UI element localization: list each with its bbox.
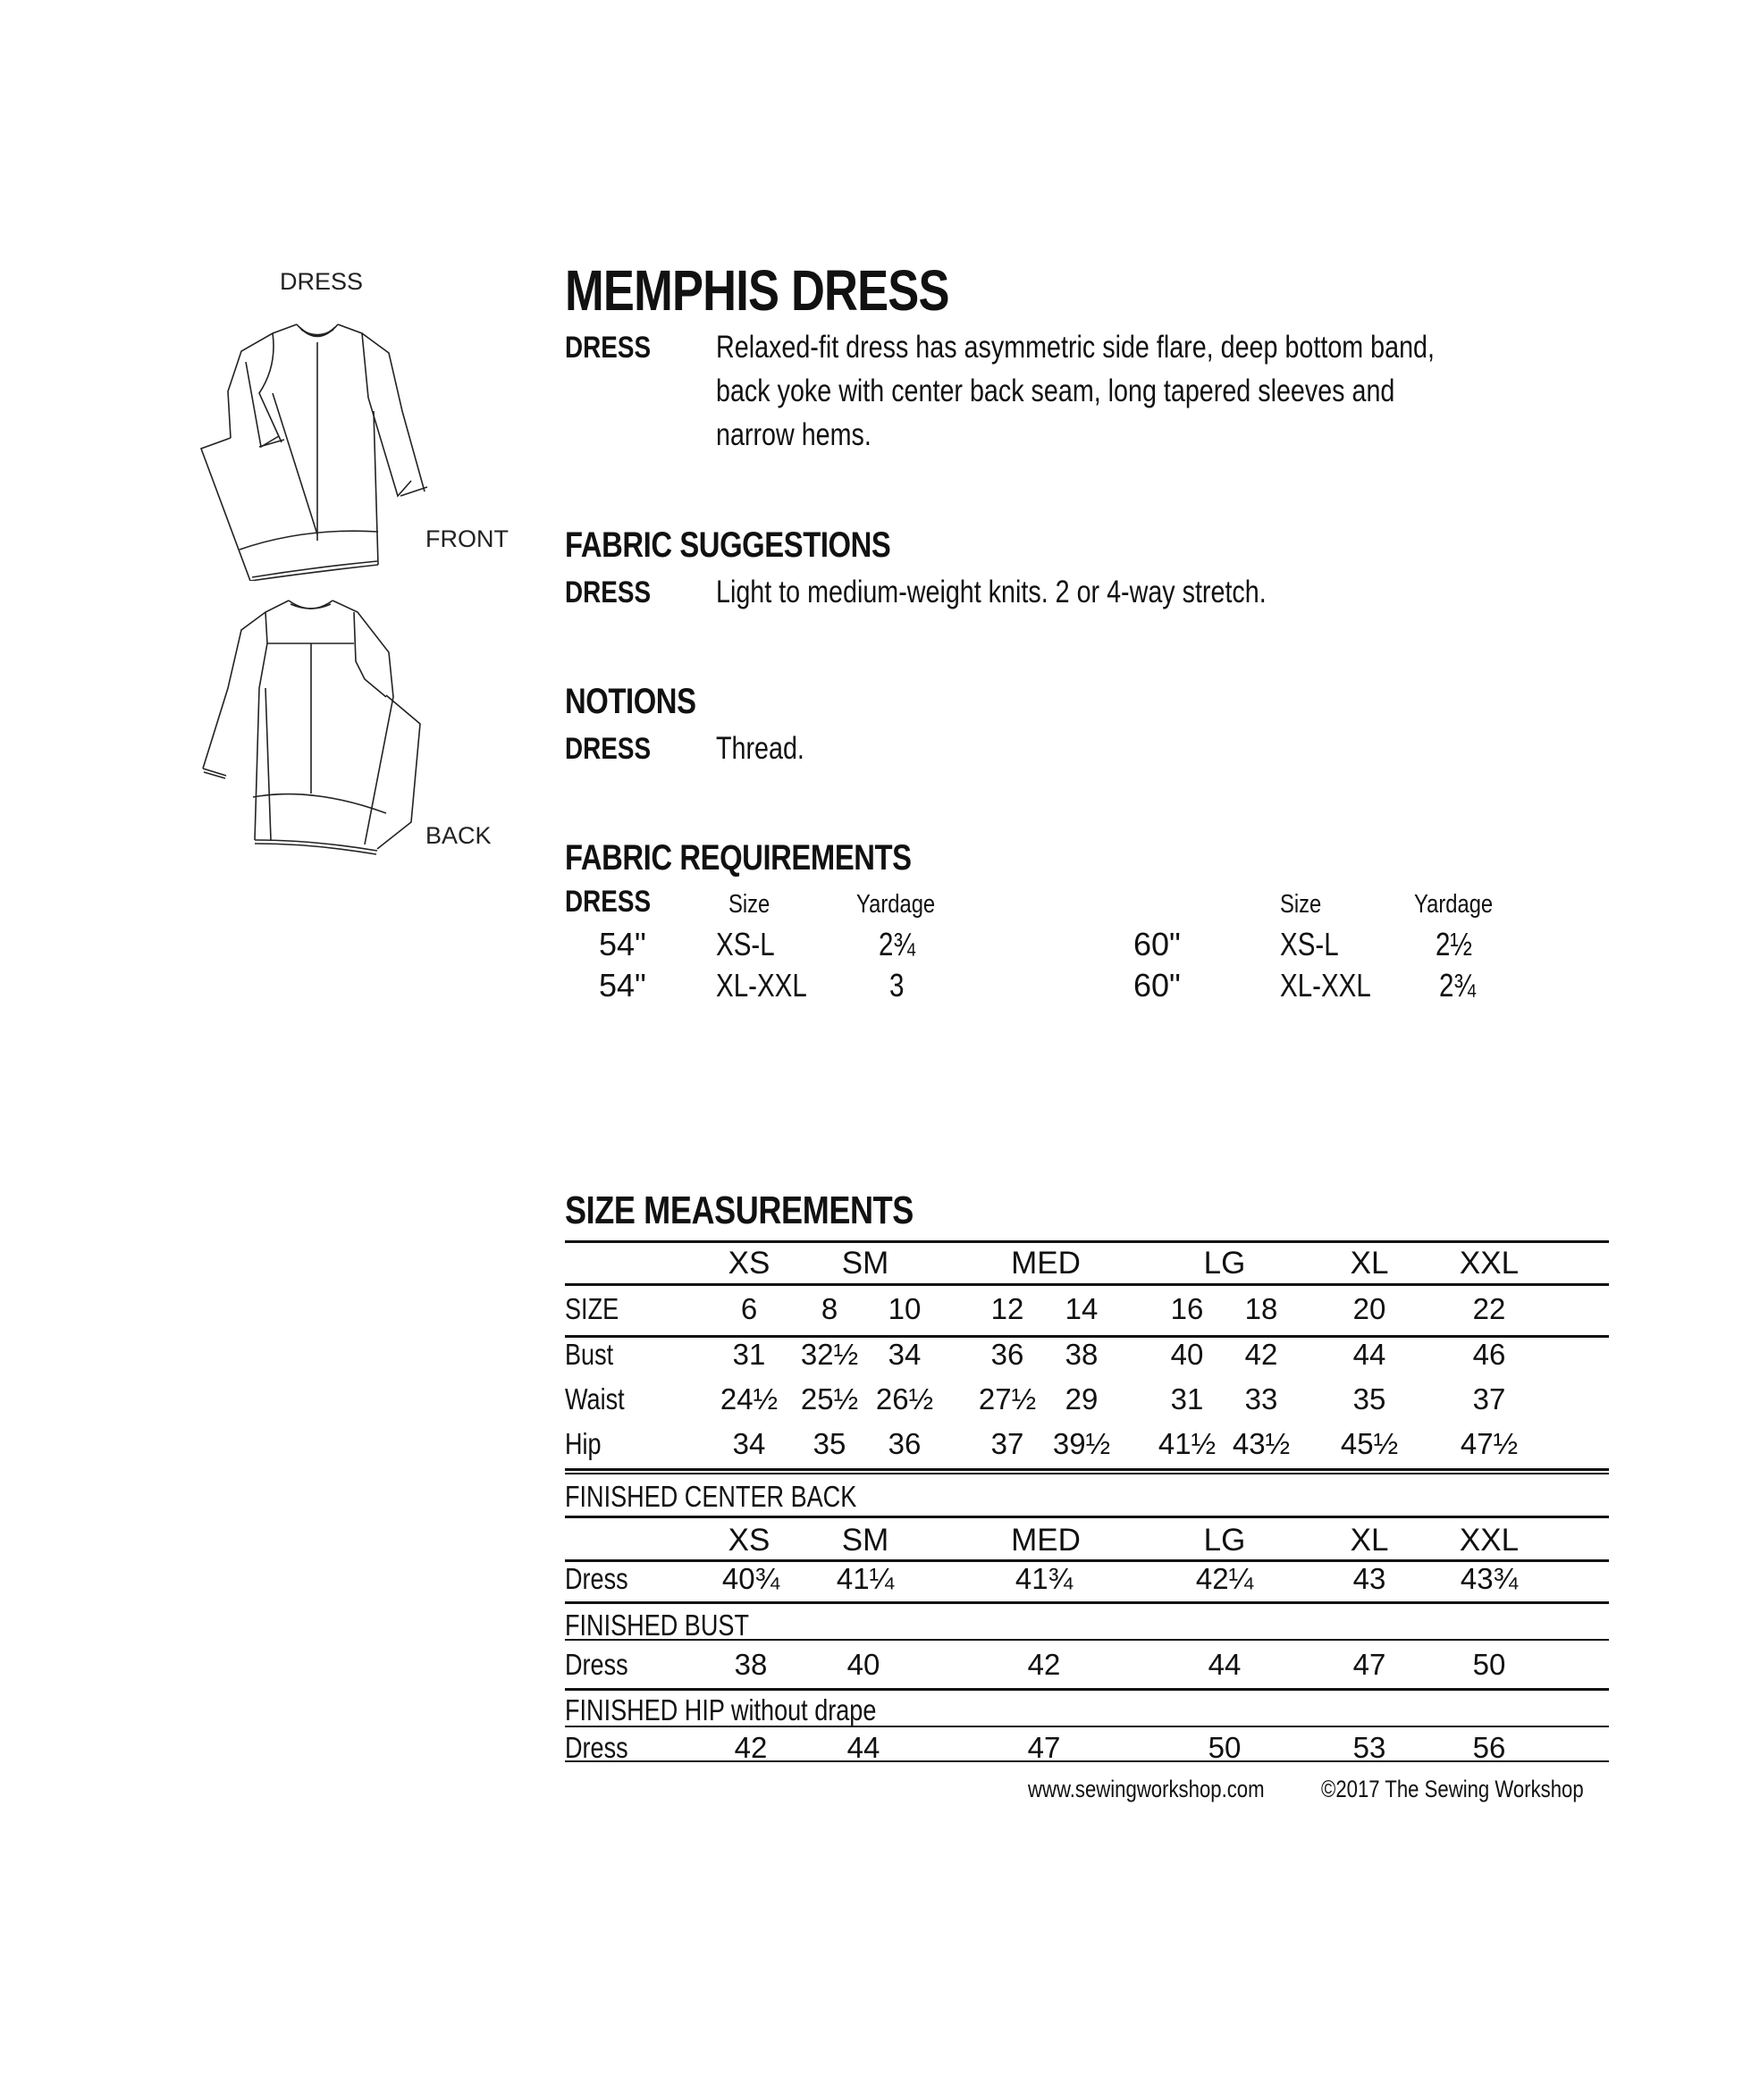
table-cell: 34 [888,1338,922,1371]
table-cell: 29 [1065,1382,1099,1415]
table-cell: 8 [821,1292,838,1325]
fabric-size: XL-XXL [1280,967,1371,1004]
fabric-width: 54" [599,926,646,962]
row-label: Waist [565,1382,625,1415]
table-cell: 18 [1244,1292,1278,1325]
table-cell: 32½ [800,1338,859,1371]
description-tag: DRESS [565,331,652,365]
row-label: Dress [565,1648,628,1681]
table-cell: 42 [1244,1338,1278,1371]
size-group-xl: XL [1350,1246,1389,1281]
dress-back-drawing-icon [179,590,447,858]
table-cell: 27½ [978,1382,1037,1415]
table-cell: 39½ [1052,1427,1111,1460]
table-cell: 41¾ [1015,1562,1074,1595]
table-cell: 38 [734,1648,768,1681]
table-cell: 31 [1170,1382,1204,1415]
footer-copyright: ©2017 The Sewing Workshop [1321,1776,1584,1802]
description-line: narrow hems. [716,417,872,452]
table-cell: 47 [1027,1731,1061,1764]
table-cell: 42 [1027,1648,1061,1681]
size-group-sm: SM [841,1523,889,1558]
table-cell: 45½ [1340,1427,1399,1460]
size-group-med: MED [1011,1523,1081,1558]
size-group-lg: LG [1203,1523,1246,1558]
finished-hip-heading: FINISHED HIP without drape [565,1693,877,1726]
back-label: BACK [425,822,492,849]
table-cell: 35 [1352,1382,1386,1415]
table-cell: 16 [1170,1292,1204,1325]
table-cell: 20 [1352,1292,1386,1325]
row-label: Bust [565,1338,614,1371]
notions-heading: NOTIONS [565,682,696,721]
table-cell: 33 [1244,1382,1278,1415]
dress-front-drawing-icon [179,313,447,581]
table-cell: 50 [1208,1731,1242,1764]
table-cell: 6 [740,1292,758,1325]
table-cell: 40 [1170,1338,1204,1371]
fabric-yardage: 2¾ [1439,967,1477,1004]
table-cell: 25½ [800,1382,859,1415]
table-cell: 41½ [1158,1427,1217,1460]
table-cell: 41¼ [836,1562,895,1595]
table-cell: 43¾ [1460,1562,1519,1595]
table-cell: 47 [1352,1648,1386,1681]
fabric-size: XS-L [716,926,775,962]
table-cell: 36 [990,1338,1024,1371]
fabric-yardage: 2½ [1436,926,1473,962]
fabric-width: 54" [599,967,646,1004]
size-group-sm: SM [841,1246,889,1281]
table-cell: 34 [732,1427,766,1460]
size-group-xxl: XXL [1459,1246,1520,1281]
table-cell: 37 [1472,1382,1506,1415]
fabric-yardage: 2¾ [879,926,916,962]
size-measurements-heading: SIZE MEASUREMENTS [565,1189,914,1232]
table-cell: 56 [1472,1731,1506,1764]
notions-text: Thread. [716,731,804,766]
table-cell: 42 [734,1731,768,1764]
size-group-med: MED [1011,1246,1081,1281]
table-cell: 50 [1472,1648,1506,1681]
page-title: MEMPHIS DRESS [565,258,949,323]
table-rule [565,1473,1609,1474]
table-cell: 31 [732,1338,766,1371]
col-size-right: Size [1280,890,1322,919]
fabric-requirements-tag: DRESS [565,885,652,919]
fabric-width: 60" [1133,967,1181,1004]
description-line: Relaxed-fit dress has asymmetric side flare, deep bottom band, [716,330,1435,365]
table-cell: 37 [990,1427,1024,1460]
table-cell: 44 [1352,1338,1386,1371]
table-cell: 43½ [1232,1427,1291,1460]
size-group-xs: XS [728,1523,770,1558]
table-cell: 40 [846,1648,880,1681]
footer-website-link[interactable]: www.sewingworkshop.com [1028,1776,1265,1802]
table-cell: 12 [990,1292,1024,1325]
table-cell: 46 [1472,1338,1506,1371]
description [716,325,1592,457]
table-cell: 44 [1208,1648,1242,1681]
col-size-left: Size [728,890,770,919]
table-rule [565,1601,1609,1604]
fabric-suggestions-text: Light to medium-weight knits. 2 or 4-way stretch. [716,575,1267,609]
table-cell: 47½ [1460,1427,1519,1460]
col-yardage-right: Yardage [1414,890,1494,919]
table-cell: 36 [888,1427,922,1460]
finished-bust-heading: FINISHED BUST [565,1609,749,1642]
fabric-width: 60" [1133,926,1181,962]
table-cell: 53 [1352,1731,1386,1764]
table-cell: 14 [1065,1292,1099,1325]
finished-center-back-heading: FINISHED CENTER BACK [565,1480,857,1513]
illustration-title: DRESS [280,268,364,295]
description-line: back yoke with center back seam, long tapered sleeves and [716,374,1395,408]
table-rule [565,1760,1609,1762]
fabric-size: XL-XXL [716,967,807,1004]
table-rule [565,1468,1609,1471]
table-cell: 42¼ [1195,1562,1254,1595]
size-group-xl: XL [1350,1523,1389,1558]
table-rule [565,1516,1609,1518]
row-label: SIZE [565,1292,619,1325]
fabric-yardage: 3 [889,967,905,1004]
table-cell: 24½ [720,1382,779,1415]
row-label: Dress [565,1562,628,1595]
fabric-suggestions-heading: FABRIC SUGGESTIONS [565,525,891,565]
table-cell: 40¾ [721,1562,780,1595]
notions-tag: DRESS [565,732,652,766]
table-rule [565,1283,1609,1286]
fabric-size: XS-L [1280,926,1339,962]
table-cell: 22 [1472,1292,1506,1325]
fabric-requirements-heading: FABRIC REQUIREMENTS [565,838,912,878]
table-cell: 10 [888,1292,922,1325]
size-group-xxl: XXL [1459,1523,1520,1558]
table-cell: 44 [846,1731,880,1764]
row-label: Dress [565,1731,628,1764]
table-cell: 43 [1352,1562,1386,1595]
table-rule [565,1688,1609,1691]
table-rule [565,1240,1609,1243]
table-cell: 26½ [875,1382,934,1415]
size-group-lg: LG [1203,1246,1246,1281]
size-group-xs: XS [728,1246,770,1281]
fabric-suggestions-tag: DRESS [565,575,652,609]
row-label: Hip [565,1427,602,1460]
table-cell: 35 [813,1427,846,1460]
front-label: FRONT [425,525,509,552]
table-cell: 38 [1065,1338,1099,1371]
col-yardage-left: Yardage [856,890,936,919]
